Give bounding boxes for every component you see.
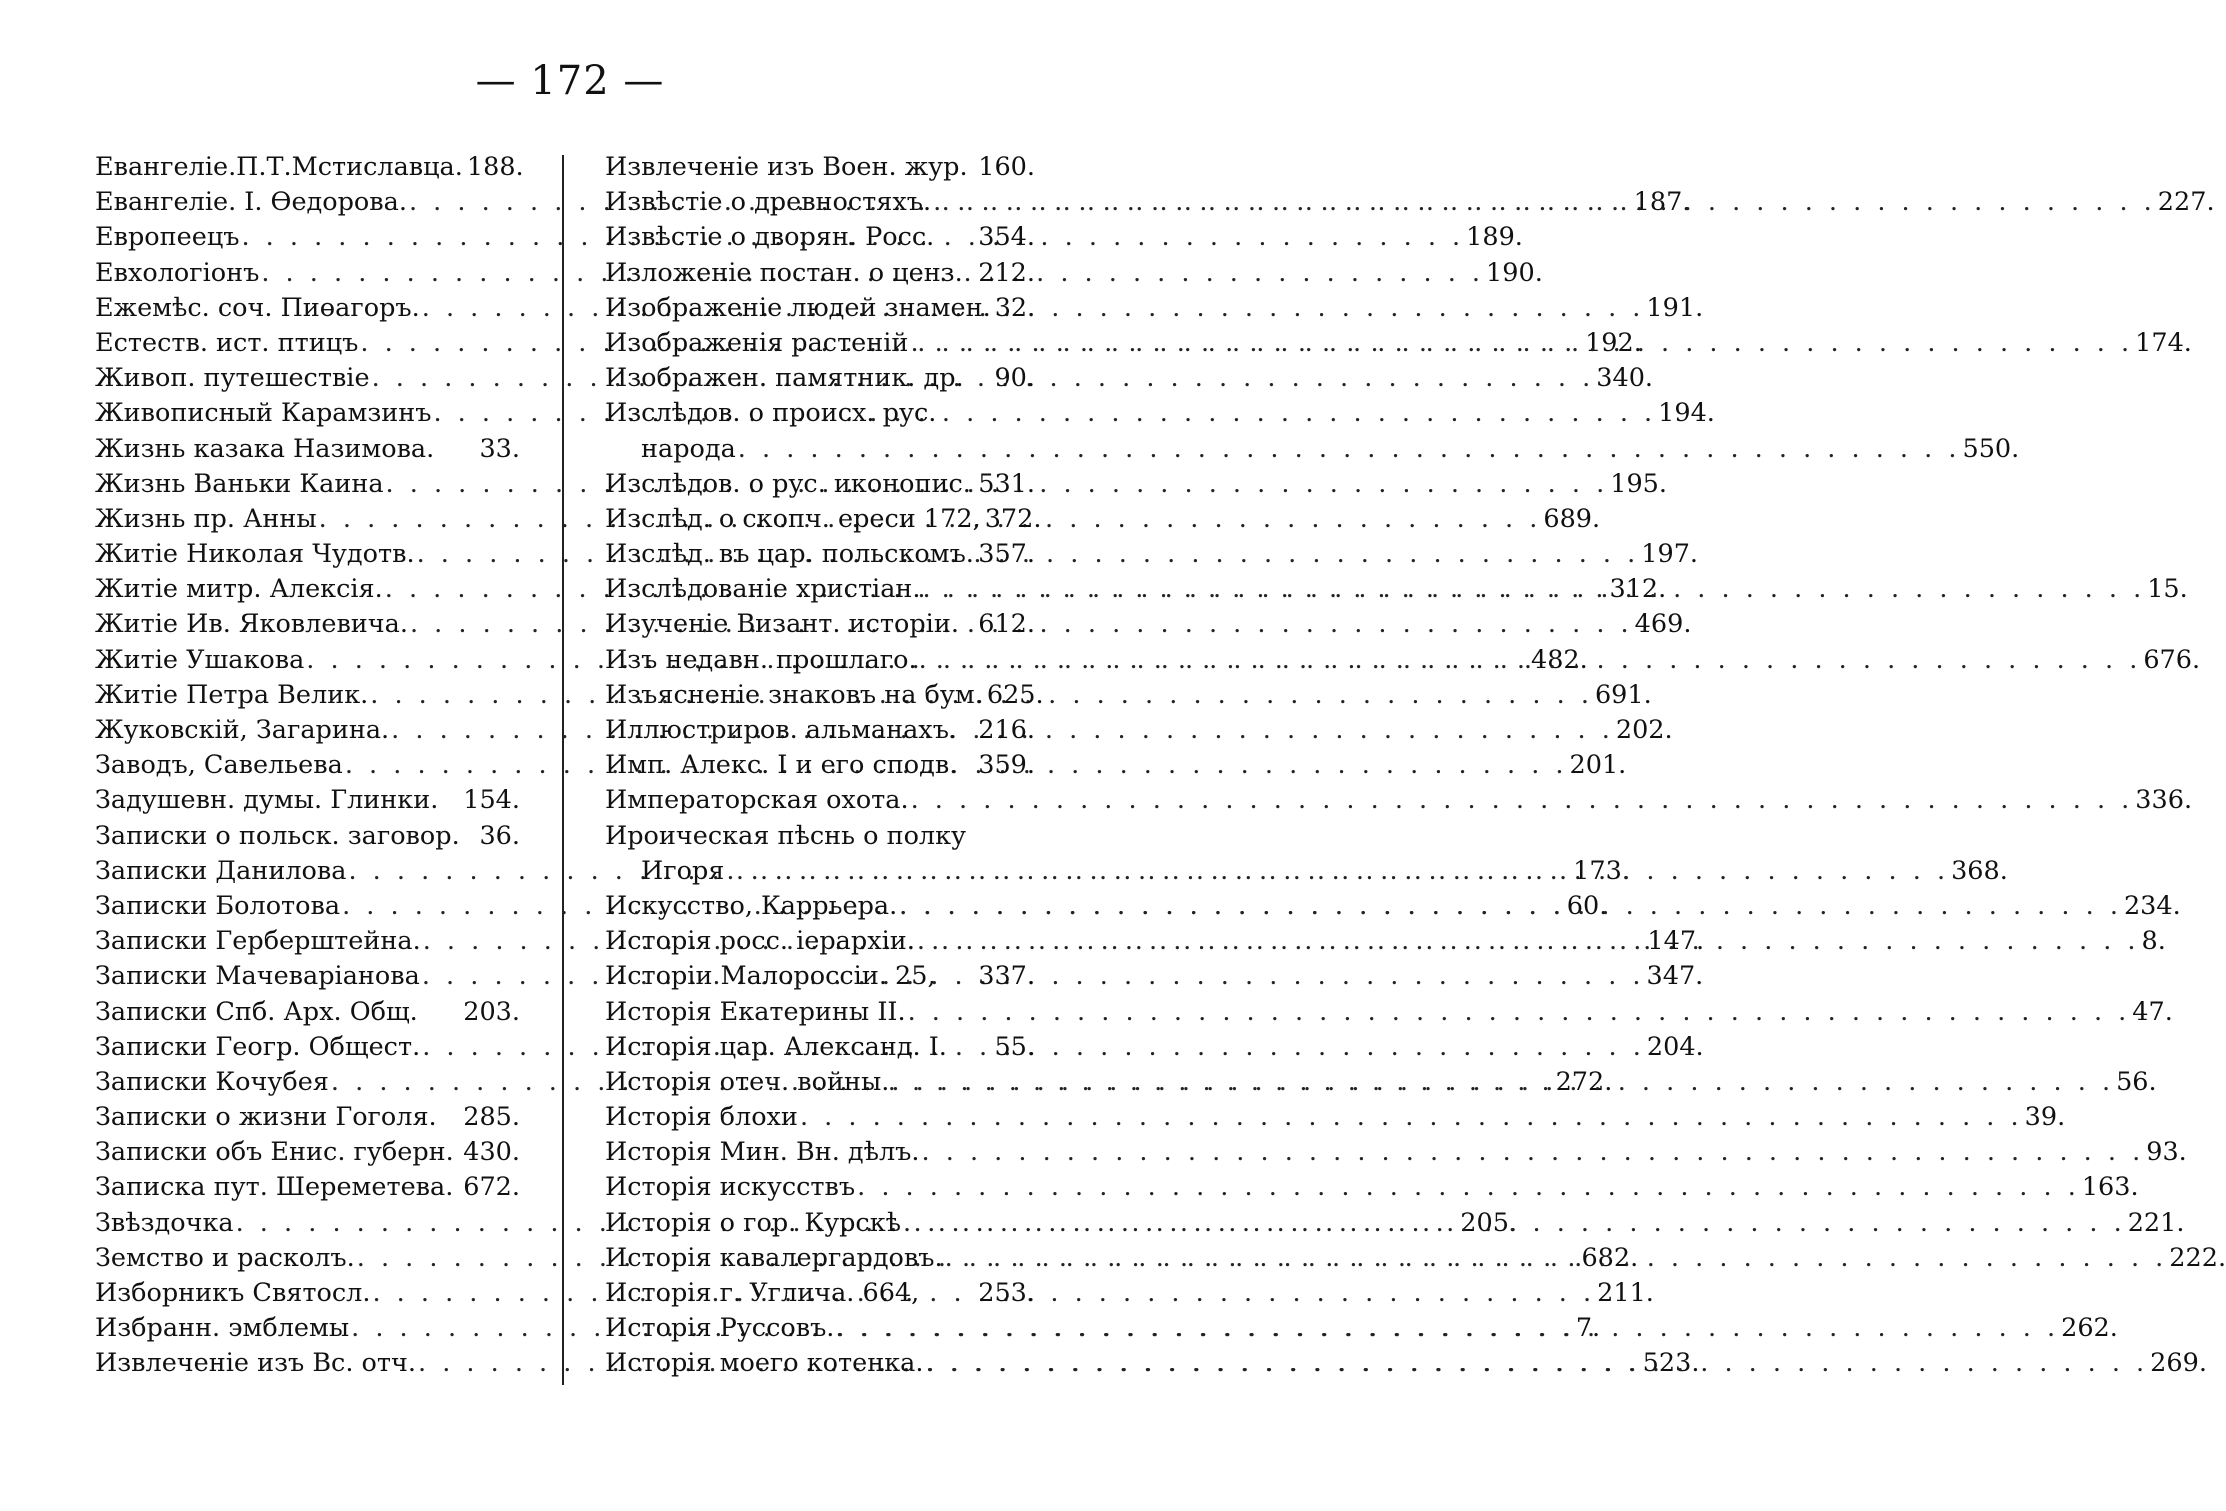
dot-leader bbox=[906, 995, 2133, 1030]
entry-title: Жуковскій, Загарина. bbox=[95, 715, 390, 745]
entry-title: Исторія Екатерины II. bbox=[605, 996, 906, 1027]
entry-page-number: 253. bbox=[978, 1278, 1035, 1308]
index-entry bbox=[95, 819, 520, 854]
entry-title: Записки о польск. заговор. bbox=[95, 820, 460, 851]
entry-title: Европеецъ bbox=[95, 222, 240, 253]
index-entry bbox=[95, 1135, 520, 1170]
entry-title: Задушевн. думы. Глинки. bbox=[95, 785, 439, 816]
entry-title: Исторія цар. Александ. I. bbox=[605, 1031, 947, 1062]
entry-title: Изученіе Визант. исторіи. bbox=[605, 609, 959, 640]
entry-page-number: 430. bbox=[463, 1137, 520, 1168]
entry-page-number: 336. bbox=[2135, 785, 2193, 816]
entry-page-number: 372. bbox=[984, 503, 1042, 534]
entry-page-number: 221. bbox=[2127, 1207, 2185, 1238]
entry-title: Житіе митр. Алексія. bbox=[95, 574, 383, 605]
index-entry bbox=[95, 150, 524, 185]
entry-title: Изъясненіе знаковъ на бум. bbox=[605, 679, 983, 710]
dot-leader bbox=[798, 1100, 2025, 1135]
index-entry bbox=[605, 150, 1035, 185]
entry-title: Жизнь казака Назимова. bbox=[95, 433, 435, 464]
entry-title: Естеств. ист. птицъ bbox=[95, 327, 359, 358]
entry-page-number: 201. bbox=[1569, 750, 1627, 781]
dot-leader bbox=[943, 1241, 2170, 1276]
entry-page-number: 203. bbox=[463, 996, 520, 1027]
column-divider bbox=[562, 155, 564, 1385]
entry-title: Изображенія растеній bbox=[605, 327, 909, 358]
entry-title: Звѣздочка bbox=[95, 1207, 234, 1238]
index-entry bbox=[605, 467, 1035, 502]
entry-page-number: 216. bbox=[978, 715, 1035, 745]
entry-title: Исторія о гор. Курскѣ bbox=[605, 1207, 902, 1238]
entry-page-number: 93. bbox=[2146, 1137, 2187, 1168]
entry-page-number: 32. bbox=[994, 292, 1036, 323]
index-entry bbox=[605, 537, 1035, 572]
entry-page-number: 187. bbox=[1633, 187, 1691, 218]
entry-title: Изборникъ Святосл. bbox=[95, 1278, 371, 1308]
entry-page-number: 222. bbox=[2169, 1242, 2226, 1273]
entry-title: Изслѣдов. о происх. рус. bbox=[605, 398, 937, 429]
entry-page-number: 47. bbox=[2132, 996, 2173, 1027]
index-entry bbox=[605, 1276, 1035, 1311]
dot-leader bbox=[921, 572, 2148, 607]
index-entry bbox=[605, 678, 1044, 713]
entry-title: Евангеліе. I. Өедорова. bbox=[95, 187, 407, 218]
entry-page-number: 482. bbox=[1530, 644, 1588, 675]
dot-leader bbox=[855, 1170, 2082, 1205]
entry-page-number: 211. bbox=[1597, 1278, 1654, 1308]
entry-title: Игоря bbox=[641, 855, 725, 886]
entry-title: Записки Данилова bbox=[95, 855, 347, 886]
entry-title: Житіе Петра Велик. bbox=[95, 679, 369, 710]
index-entry bbox=[605, 432, 2020, 467]
entry-title: Исторія отеч. войны. bbox=[605, 1066, 890, 1097]
entry-page-number: 689. bbox=[1543, 503, 1601, 534]
entry-title: Исторія моего котенка. bbox=[605, 1348, 924, 1379]
entry-title: Жизнь Ваньки Каина bbox=[95, 468, 384, 499]
entry-page-number: 197. bbox=[1641, 539, 1699, 570]
entry-title: Исторія росс. іерархіи. bbox=[605, 926, 915, 957]
dot-leader bbox=[931, 185, 2158, 220]
entry-title: Записки объ Енис. губерн. bbox=[95, 1137, 454, 1168]
entry-page-number: 340. bbox=[1596, 363, 1654, 394]
entry-page-number: 173. bbox=[1573, 855, 1630, 886]
index-entry bbox=[605, 256, 1035, 291]
entry-title: Заводъ, Савельева bbox=[95, 750, 343, 781]
entry-page-number: 269. bbox=[2150, 1348, 2207, 1379]
entry-page-number: 163. bbox=[2081, 1172, 2139, 1203]
entry-page-number: 147. bbox=[1647, 926, 1705, 957]
entry-page-number: 337. bbox=[978, 961, 1035, 992]
entry-page-number: 55. bbox=[994, 1031, 1035, 1062]
entry-page-number: 347. bbox=[1646, 961, 1704, 992]
entry-page-number: 272. bbox=[1555, 1066, 1613, 1097]
dot-leader bbox=[897, 889, 2124, 924]
entry-title: Житіе Николая Чудотв. bbox=[95, 539, 415, 570]
entry-title: Изображен. памятник. др. bbox=[605, 363, 964, 394]
entry-page-number: 262. bbox=[2061, 1313, 2118, 1344]
entry-page-number: 174. bbox=[2135, 327, 2192, 358]
entry-page-number: 39. bbox=[2024, 1102, 2066, 1133]
entry-page-number: 312. bbox=[1609, 574, 1667, 605]
index-entry bbox=[605, 502, 1042, 537]
index-entry bbox=[605, 1135, 2187, 1170]
entry-title: Исторіи Малороссіи. 25, bbox=[605, 961, 936, 992]
entry-title: Императорская охота. bbox=[605, 785, 909, 816]
entry-title: Земство и расколъ. bbox=[95, 1242, 355, 1273]
entry-page-number: 682. bbox=[1581, 1242, 1639, 1273]
entry-page-number: 359. bbox=[978, 750, 1035, 781]
index-entry bbox=[605, 1100, 2066, 1135]
dot-leader bbox=[920, 1135, 2147, 1170]
entry-page-number: 15. bbox=[2147, 574, 2188, 605]
index-entry bbox=[95, 432, 520, 467]
entry-title: Исторія искусствъ bbox=[605, 1172, 856, 1203]
entry-title: Евангеліе.П.Т.Мстиславца. bbox=[95, 152, 463, 182]
index-entry bbox=[605, 607, 1035, 642]
entry-page-number: 550. bbox=[1962, 433, 2020, 464]
entry-page-number: 56. bbox=[2116, 1066, 2157, 1097]
entry-title: Извлеченіе изъ Воен. жур. bbox=[605, 152, 968, 182]
entry-page-number: 469. bbox=[1634, 609, 1692, 640]
entry-title: Ироическая пѣснь о полку bbox=[605, 820, 967, 851]
entry-title: Исторія г. Углича. 664, bbox=[605, 1278, 920, 1308]
entry-title: Записка пут. Шереметева. bbox=[95, 1172, 454, 1203]
entry-title: народа bbox=[641, 433, 736, 464]
entry-page-number: 192. bbox=[1585, 327, 1642, 358]
entry-page-number: 368. bbox=[1951, 855, 2008, 886]
entry-title: Записки Спб. Арх. Общ. bbox=[95, 996, 418, 1027]
entry-page-number: 354. bbox=[978, 222, 1035, 253]
entry-page-number: 36. bbox=[479, 820, 520, 851]
entry-title: Изслѣдов. о рус. иконопис. bbox=[605, 468, 971, 499]
entry-page-number: 154. bbox=[463, 785, 520, 816]
index-entry bbox=[605, 1311, 2118, 1346]
index-entry bbox=[605, 361, 1035, 396]
entry-page-number: 202. bbox=[1615, 715, 1673, 745]
index-entry bbox=[605, 713, 1035, 748]
entry-page-number: 8. bbox=[2141, 926, 2166, 957]
entry-title: Записки Кочубея bbox=[95, 1066, 329, 1097]
dot-leader bbox=[908, 326, 2135, 361]
dot-leader bbox=[917, 643, 2144, 678]
entry-page-number: 227. bbox=[2157, 187, 2215, 218]
dot-leader bbox=[736, 432, 1963, 467]
entry-page-number: 194. bbox=[1658, 398, 1715, 429]
entry-page-number: 285. bbox=[463, 1102, 520, 1133]
entry-title: Исторія Руссовъ. bbox=[605, 1313, 835, 1344]
entry-title: Живописный Карамзинъ bbox=[95, 398, 432, 429]
entry-page-number: 7. bbox=[1575, 1313, 1601, 1344]
index-entry bbox=[605, 783, 2193, 818]
entry-page-number: 212. bbox=[978, 257, 1035, 288]
entry-page-number: 188. bbox=[466, 152, 524, 182]
index-entry bbox=[95, 1100, 520, 1135]
entry-page-number: 191. bbox=[1646, 292, 1704, 323]
entry-title: Житіе Ив. Яковлевича. bbox=[95, 609, 408, 640]
index-entry bbox=[605, 1170, 2139, 1205]
entry-title: Исторія блохи bbox=[605, 1102, 798, 1133]
entry-title: Изслѣд. въ цар. польскомъ. bbox=[605, 539, 974, 570]
entry-title: Избранн. эмблемы bbox=[95, 1313, 350, 1344]
entry-page-number: 691. bbox=[1594, 679, 1652, 710]
entry-page-number: 205. bbox=[1460, 1207, 1518, 1238]
dot-leader bbox=[724, 854, 1951, 889]
dot-leader bbox=[889, 1065, 2116, 1100]
entry-page-number: 625. bbox=[986, 679, 1044, 710]
entry-title: Изъ недавн. прошлаго. bbox=[605, 644, 917, 675]
entry-page-number: 531. bbox=[978, 468, 1035, 499]
entry-page-number: 612. bbox=[978, 609, 1035, 640]
entry-title: Записки о жизни Гоголя. bbox=[95, 1102, 437, 1133]
index-entry bbox=[605, 396, 1035, 431]
entry-page-number: 357. bbox=[978, 539, 1035, 570]
entry-title: Ежемѣс. соч. Пиөагоръ. bbox=[95, 292, 420, 323]
index-entry bbox=[605, 995, 2173, 1030]
entry-page-number: 33. bbox=[479, 433, 520, 464]
entry-title: Имп. Алекс. I и его сподв. bbox=[605, 750, 958, 781]
index-entry bbox=[95, 1170, 520, 1205]
entry-title: Извлеченіе изъ Вс. отч. bbox=[95, 1348, 416, 1379]
entry-page-number: 189. bbox=[1466, 222, 1523, 253]
entry-page-number: 190. bbox=[1486, 257, 1543, 288]
entry-title: Исторія Мин. Вн. дѣлъ. bbox=[605, 1137, 920, 1168]
entry-title: Изображеніе людей знамен. bbox=[605, 292, 991, 323]
entry-title: Изслѣд. о скопч. ереси 172, bbox=[605, 503, 981, 534]
entry-title: Житіе Ушакова bbox=[95, 644, 305, 675]
page-number: — 172 — bbox=[475, 58, 665, 104]
entry-title: Искусство, Каррьера. bbox=[605, 890, 898, 921]
index-entry bbox=[605, 291, 1035, 326]
entry-title: Записки Герберштейна. bbox=[95, 926, 421, 957]
entry-page-number: 195. bbox=[1610, 468, 1667, 499]
entry-page-number: 523. bbox=[1642, 1348, 1700, 1379]
entry-page-number: 90. bbox=[994, 363, 1035, 394]
index-entry bbox=[605, 748, 1035, 783]
entry-title: Записки Мачеваріанова bbox=[95, 961, 420, 992]
entry-title: Жизнь пр. Анны bbox=[95, 503, 317, 534]
entry-page-number: 676. bbox=[2143, 644, 2201, 675]
entry-title: Изслѣдованіе христіан. bbox=[605, 574, 921, 605]
entry-page-number: 672. bbox=[463, 1172, 520, 1203]
dot-leader bbox=[923, 1346, 2150, 1381]
entry-title: Изложеніе постан. о ценз. bbox=[605, 257, 963, 288]
entry-page-number: 234. bbox=[2123, 890, 2181, 921]
entry-title: Иллюстриров. альманахъ. bbox=[605, 715, 958, 745]
index-entry bbox=[605, 959, 1035, 994]
entry-title: Извѣстіе о древностяхъ. bbox=[605, 187, 932, 218]
entry-title: Записки Геогр. Общест. bbox=[95, 1031, 421, 1062]
dot-leader bbox=[909, 783, 2136, 818]
entry-page-number: 160. bbox=[978, 152, 1035, 182]
entry-page-number: 60. bbox=[1566, 890, 1608, 921]
entry-title: Записки Болотова bbox=[95, 890, 341, 921]
entry-title: Исторія кавалергардовъ. bbox=[605, 1242, 943, 1273]
index-entry bbox=[95, 783, 520, 818]
index-entry bbox=[605, 1030, 1035, 1065]
dot-leader bbox=[915, 924, 2142, 959]
index-entry bbox=[95, 995, 520, 1030]
entry-title: Извѣстіе о дворян. Росс. bbox=[605, 222, 935, 253]
index-entry bbox=[605, 819, 1035, 854]
dot-leader bbox=[834, 1311, 2061, 1346]
entry-title: Евхологіонъ bbox=[95, 257, 260, 288]
index-entry bbox=[605, 220, 1035, 255]
entry-page-number: 204. bbox=[1646, 1031, 1704, 1062]
dot-leader bbox=[901, 1206, 2128, 1241]
entry-title: Живоп. путешествіе bbox=[95, 363, 370, 394]
